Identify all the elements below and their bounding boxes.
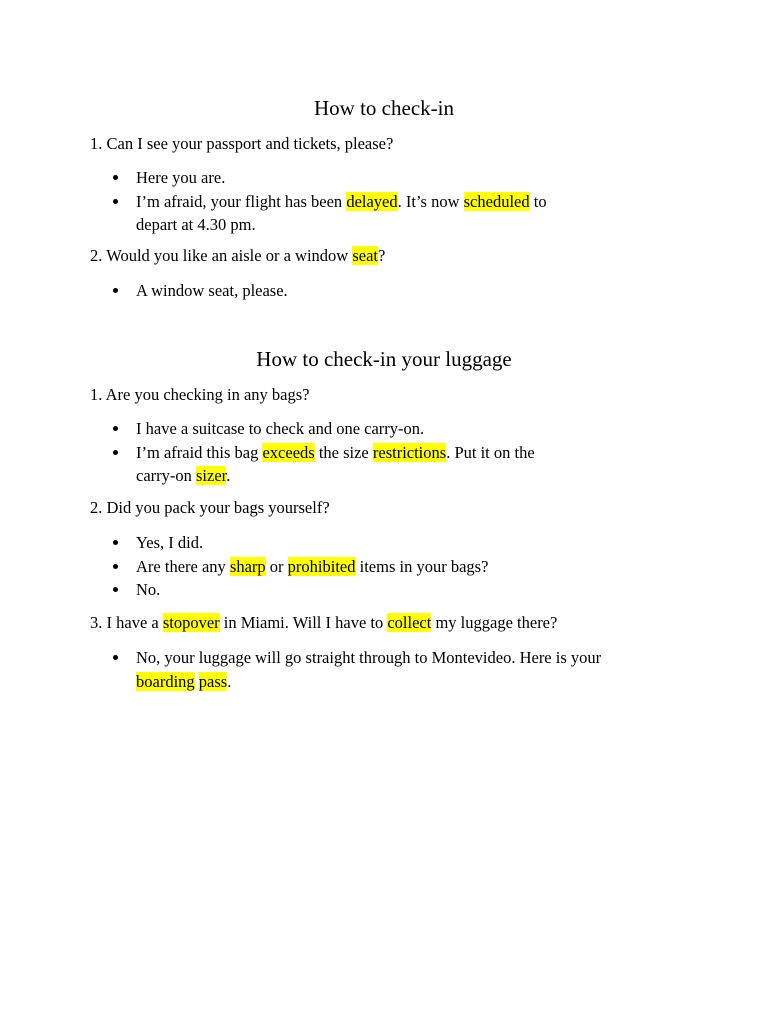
answer-list-passport (0, 166, 636, 237)
highlighted-word: seat (352, 246, 378, 265)
list-item (0, 441, 636, 488)
question-text: 3. I have a (90, 613, 163, 632)
answer-text: . (226, 466, 231, 485)
bullet-icon (113, 199, 118, 204)
highlighted-word: sizer (196, 466, 227, 485)
highlighted-word: pass (198, 671, 228, 691)
highlighted-word: restrictions (372, 442, 447, 462)
list-item (0, 190, 636, 237)
highlighted-word: prohibited (287, 556, 356, 576)
highlighted-word: stopover (162, 613, 220, 632)
bullet-icon (113, 426, 118, 431)
bullet-icon (113, 655, 118, 660)
answer-text: carry-on (136, 466, 197, 485)
bullet-icon (113, 450, 118, 455)
answer-list-stopover (0, 646, 636, 693)
answer-text: or (265, 556, 288, 576)
answer-text: Here you are. (136, 168, 226, 187)
question-stopover (90, 613, 557, 633)
bullet-icon (113, 175, 118, 180)
answer-text: A window seat, please. (136, 281, 288, 300)
answer-text: the size (314, 442, 373, 462)
answer-text: . Put it on the (446, 442, 535, 462)
section-title-luggage: How to check-in your luggage (256, 347, 512, 371)
list-item (0, 555, 636, 579)
bullet-icon (113, 540, 118, 545)
list-item (0, 646, 636, 693)
bullet-icon (113, 564, 118, 569)
question-text: my luggage there? (431, 613, 558, 632)
answer-text: I’m afraid this bag (136, 442, 263, 462)
question-text: ? (377, 246, 386, 265)
bullet-icon (113, 288, 118, 293)
bullet-icon (113, 587, 118, 592)
answer-text: Are there any (136, 556, 230, 576)
section-title-check-in: How to check-in (314, 96, 454, 120)
highlighted-word: collect (387, 613, 432, 632)
list-item (0, 279, 636, 303)
question-text: in Miami. Will I have to (219, 613, 388, 632)
question-bags: 1. Are you checking in any bags? (90, 385, 310, 404)
highlighted-word: exceeds (262, 442, 315, 462)
answer-text: No, your luggage will go straight through to Montevideo. Here is your (136, 648, 602, 667)
highlighted-word: sharp (229, 556, 266, 576)
list-item (0, 531, 636, 555)
answer-list-seat (0, 279, 636, 303)
answer-text: items in your bags? (355, 556, 489, 576)
answer-text: . (227, 671, 232, 691)
question-passport: 1. Can I see your passport and tickets, please? (90, 134, 394, 153)
list-item (0, 417, 636, 441)
list-item (0, 166, 636, 190)
answer-text: No. (136, 580, 161, 599)
answer-text: I’m afraid, your flight has been (136, 191, 347, 211)
question-seat (90, 246, 385, 266)
answer-text: . It’s now (397, 191, 464, 211)
answer-text: Yes, I did. (136, 533, 204, 552)
answer-list-bags (0, 417, 636, 488)
highlighted-word: scheduled (463, 191, 530, 211)
answer-list-pack (0, 531, 636, 602)
answer-text: I have a suitcase to check and one carry-on. (136, 419, 425, 438)
question-pack: 2. Did you pack your bags yourself? (90, 498, 330, 517)
question-text: 2. Would you like an aisle or a window (90, 246, 353, 265)
answer-text: to (529, 191, 547, 211)
list-item (0, 578, 636, 602)
highlighted-word: delayed (346, 191, 398, 211)
highlighted-word: boarding (136, 671, 195, 691)
answer-text: depart at 4.30 pm. (136, 215, 256, 234)
